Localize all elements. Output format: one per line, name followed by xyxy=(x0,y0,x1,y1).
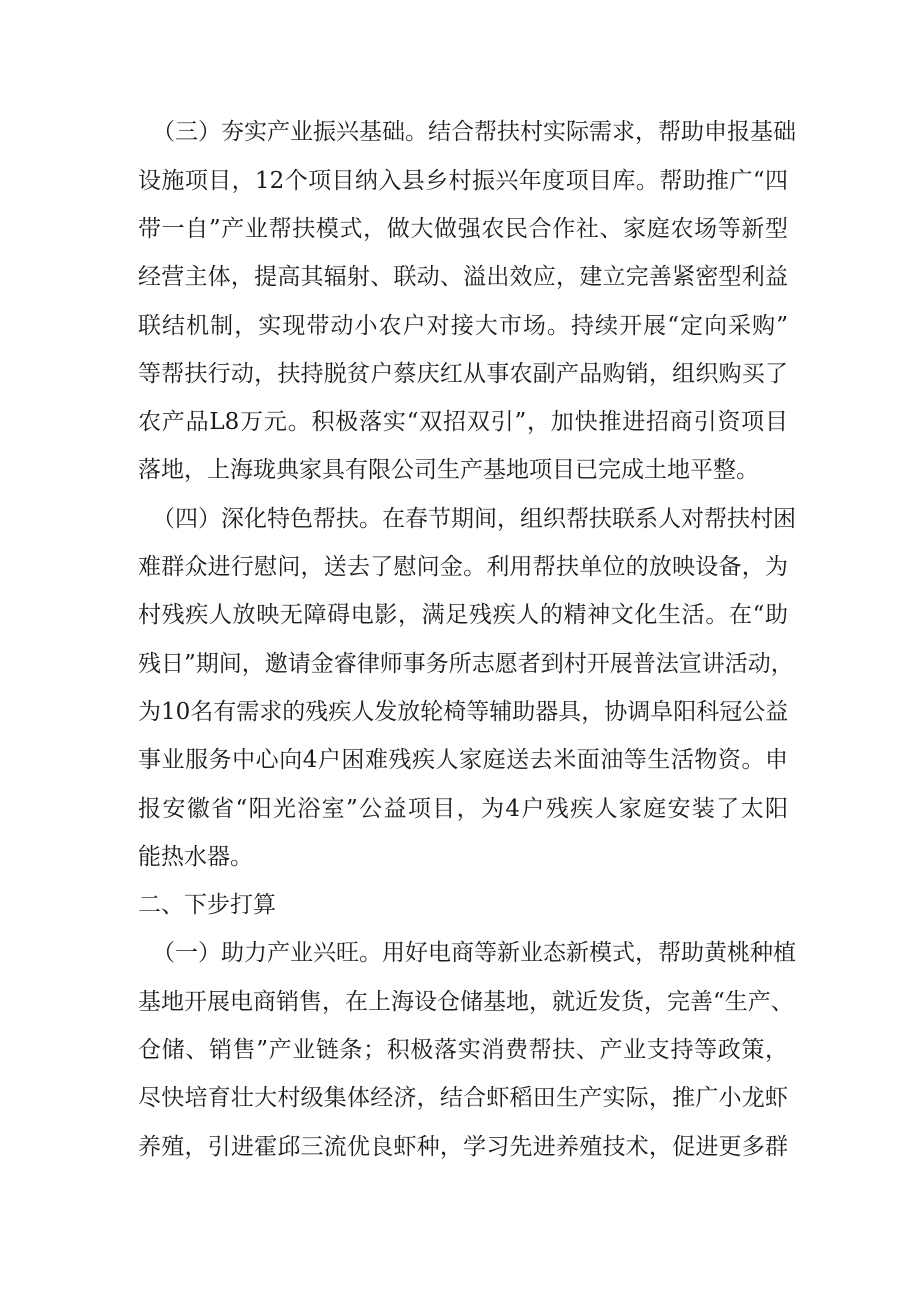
text-line: 残日”期间，邀请金睿律师事务所志愿者到村开展普法宣讲活动， xyxy=(138,651,794,677)
text-line: 尽快培育壮大村级集体经济，结合虾稻田生产实际，推广小龙虾 xyxy=(138,1085,788,1111)
text-line: （一）助力产业兴旺。用好电商等新业态新模式，帮助黄桃种植 xyxy=(152,940,796,966)
text-line: 设施项目，12个项目纳入县乡村振兴年度项目库。帮助推广“四 xyxy=(138,168,788,194)
text-line: 报安徽省“阳光浴室”公益项目，为4户残疾人家庭安装了太阳 xyxy=(138,796,788,822)
text-line: 村残疾人放映无障碍电影，满足残疾人的精神文化生活。在“助 xyxy=(138,602,788,628)
text-line: 仓储、销售”产业链条；积极落实消费帮扶、产业支持等政策， xyxy=(138,1037,788,1063)
text-line: 农产品L8万元。积极落实“双招双引”，加快推进招商引资项目 xyxy=(138,409,788,435)
text-line: （三）夯实产业振兴基础。结合帮扶村实际需求，帮助申报基础 xyxy=(152,119,796,145)
text-line: 能热水器。 xyxy=(138,844,253,870)
text-line: （四）深化特色帮扶。在春节期间，组织帮扶联系人对帮扶村困 xyxy=(152,506,796,532)
text-line: 经营主体，提高其辐射、联动、溢出效应，建立完善紧密型利益 xyxy=(138,264,788,290)
text-line: 难群众进行慰问，送去了慰问金。利用帮扶单位的放映设备，为 xyxy=(138,554,788,580)
text-line: 联结机制，实现带动小农户对接大市场。持续开展“定向采购” xyxy=(138,313,788,339)
text-line: 养殖，引进霍邱三流优良虾种，学习先进养殖技术，促进更多群 xyxy=(138,1134,788,1160)
section-heading: 二、下步打算 xyxy=(138,892,276,918)
text-line: 为10名有需求的残疾人发放轮椅等辅助器具，协调阜阳科冠公益 xyxy=(138,699,789,725)
text-line: 带一自”产业帮扶模式，做大做强农民合作社、家庭农场等新型 xyxy=(138,216,788,242)
text-line: 等帮扶行动，扶持脱贫户蔡庆红从事农副产品购销，组织购买了 xyxy=(138,361,788,387)
text-line: 基地开展电商销售，在上海设仓储基地，就近发货，完善“生产、 xyxy=(138,989,794,1015)
text-line: 事业服务中心向4户困难残疾人家庭送去米面油等生活物资。申 xyxy=(138,747,788,773)
text-line: 落地，上海珑典家具有限公司生产基地项目已完成土地平整。 xyxy=(138,457,759,483)
